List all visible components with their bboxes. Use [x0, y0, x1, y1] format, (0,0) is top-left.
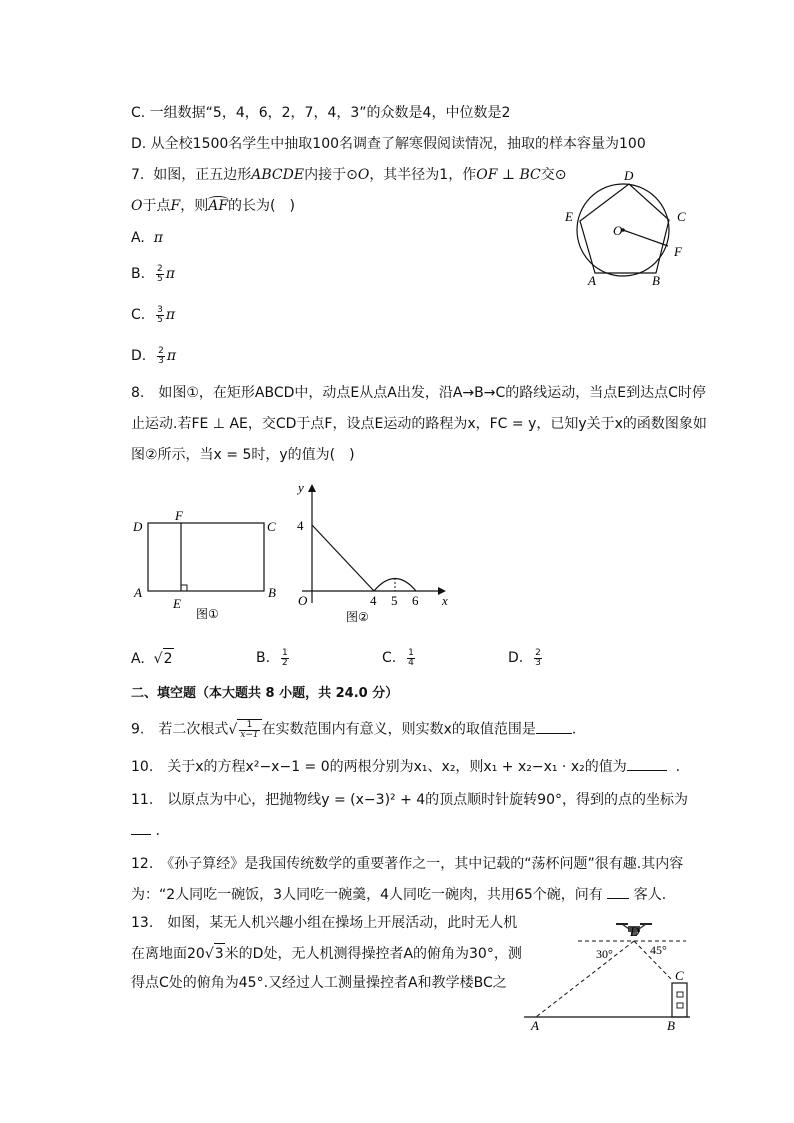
- q13-line3: 得点C处的俯角为45°.又经过人工测量操控者A和教学楼BC之: [131, 975, 507, 991]
- caption-figure-1: 图①: [196, 607, 219, 621]
- q9-answer-blank[interactable]: [536, 733, 572, 734]
- q7-line2: O于点F，则 AF的长为( ): [131, 198, 295, 214]
- q10-answer-blank[interactable]: [627, 770, 667, 771]
- q11-line2: .: [131, 821, 160, 841]
- y-axis-arrow: [308, 484, 316, 492]
- label-a: A: [588, 273, 596, 288]
- q13-drone-figure: [518, 913, 698, 1033]
- q13-line2: 在离地面20√3米的D处，无人机测得操控者A的俯角为30°，测: [131, 943, 522, 964]
- q8-line1: 8. 如图①，在矩形ABCD中，动点E从点A出发，沿A→B→C的路线运动，当点E到达点C时停: [131, 385, 706, 401]
- building-bc: [672, 983, 687, 1017]
- label-d: D: [630, 924, 640, 939]
- graph-arc: [374, 579, 416, 592]
- angle-45: 45°: [650, 943, 667, 957]
- arc-af: AF: [208, 198, 229, 214]
- label-o: O: [613, 223, 623, 238]
- label-c: C: [267, 519, 276, 534]
- label-a: A: [531, 1018, 539, 1033]
- label-b: B: [652, 273, 660, 288]
- window-1: [677, 992, 683, 997]
- q7-line1: 7. 如图，正五边形ABCDE内接于⊙O，其半径为1，作OF ⊥ BC交⊙: [131, 167, 567, 183]
- rectangle-abcd: [148, 523, 264, 591]
- label-d: D: [624, 168, 634, 183]
- q13-line1: 13. 如图，某无人机兴趣小组在操场上开展活动，此时无人机: [131, 915, 518, 931]
- q11-answer-blank[interactable]: [131, 834, 151, 835]
- section-2-title: 二、填空题（本大题共 8 小题，共 24.0 分）: [131, 686, 399, 701]
- label-e: E: [173, 596, 181, 611]
- q8-line3: 图②所示，当x = 5时，y的值为( ): [131, 447, 355, 463]
- label-a: A: [134, 585, 142, 600]
- window-2: [677, 1003, 683, 1008]
- q6-option-d: D. 从全校1500名学生中抽取100名调查了解寒假阅读情况，抽取的样本容量为100: [131, 136, 646, 152]
- label-b: B: [268, 585, 276, 600]
- label-f: F: [674, 244, 682, 259]
- label-y: y: [298, 480, 304, 495]
- line-da: [536, 941, 634, 1017]
- right-angle-mark: [181, 585, 187, 591]
- tick-x-6: 6: [412, 593, 419, 608]
- q7-option-a: A. π: [131, 230, 163, 246]
- label-b: B: [667, 1018, 675, 1033]
- label-origin: O: [298, 593, 308, 608]
- q10-line: 10. 关于x的方程x²−x−1 = 0的两根分别为x₁、x₂，则x₁ + x₂−x₁ · x₂的值为 .: [131, 759, 681, 775]
- q8-option-d: D. $\frac{2}{3}$: [508, 647, 541, 668]
- segment-of: [623, 230, 668, 246]
- q7-pentagon-figure: [556, 163, 701, 293]
- q7-option-b: B. $\frac{2}{5}$ π: [131, 263, 175, 284]
- q8-option-a: A. √2: [131, 648, 174, 669]
- q7-option-d: D. $\frac{2}{3}$ π: [131, 345, 177, 366]
- label-f: F: [175, 508, 183, 523]
- caption-figure-2: 图②: [346, 610, 369, 624]
- q9-line: 9. 若二次根式√ $\frac{1}{x-1}$ 在实数范围内有意义，则实数x的取值范围是 .: [131, 719, 577, 740]
- q8-figure-2-graph: [290, 478, 460, 628]
- q12-line1: 12. 《孙子算经》是我国传统数学的重要著作之一，其中记载的“荡杯问题”很有趣.其内容: [131, 856, 684, 872]
- label-e: E: [565, 209, 573, 224]
- q8-option-b: B. $\frac{1}{2}$: [256, 647, 288, 668]
- graph-segment: [312, 525, 374, 591]
- angle-30: 30°: [596, 947, 613, 961]
- label-x: x: [442, 593, 448, 608]
- q7-option-c: C. $\frac{3}{5}$ π: [131, 304, 176, 325]
- label-d: D: [133, 519, 143, 534]
- q6-option-c: C. 一组数据“5，4，6，2，7，4，3”的众数是4，中位数是2: [131, 105, 511, 121]
- q12-answer-blank[interactable]: [607, 898, 629, 899]
- tick-x-4: 4: [370, 593, 377, 608]
- q8-figure-1-rectangle: [126, 505, 286, 625]
- label-c: C: [677, 209, 686, 224]
- tick-x-5: 5: [391, 593, 398, 608]
- tick-y-4: 4: [297, 518, 304, 533]
- q11-line1: 11. 以原点为中心，把抛物线y = (x−3)² + 4的顶点顺时针旋转90°，得到的点的坐标为: [131, 792, 688, 808]
- q8-option-c: C. $\frac{1}{4}$: [382, 647, 414, 668]
- label-c: C: [675, 968, 684, 983]
- q12-line2: 为：“2人同吃一碗饭，3人同吃一碗羹，4人同吃一碗肉，共用65个碗，问有 客人.: [131, 887, 667, 903]
- q8-line2: 止运动.若FE ⊥ AE，交CD于点F，设点E运动的路程为x，FC = y，已知y关于x的函数图象如: [131, 416, 707, 432]
